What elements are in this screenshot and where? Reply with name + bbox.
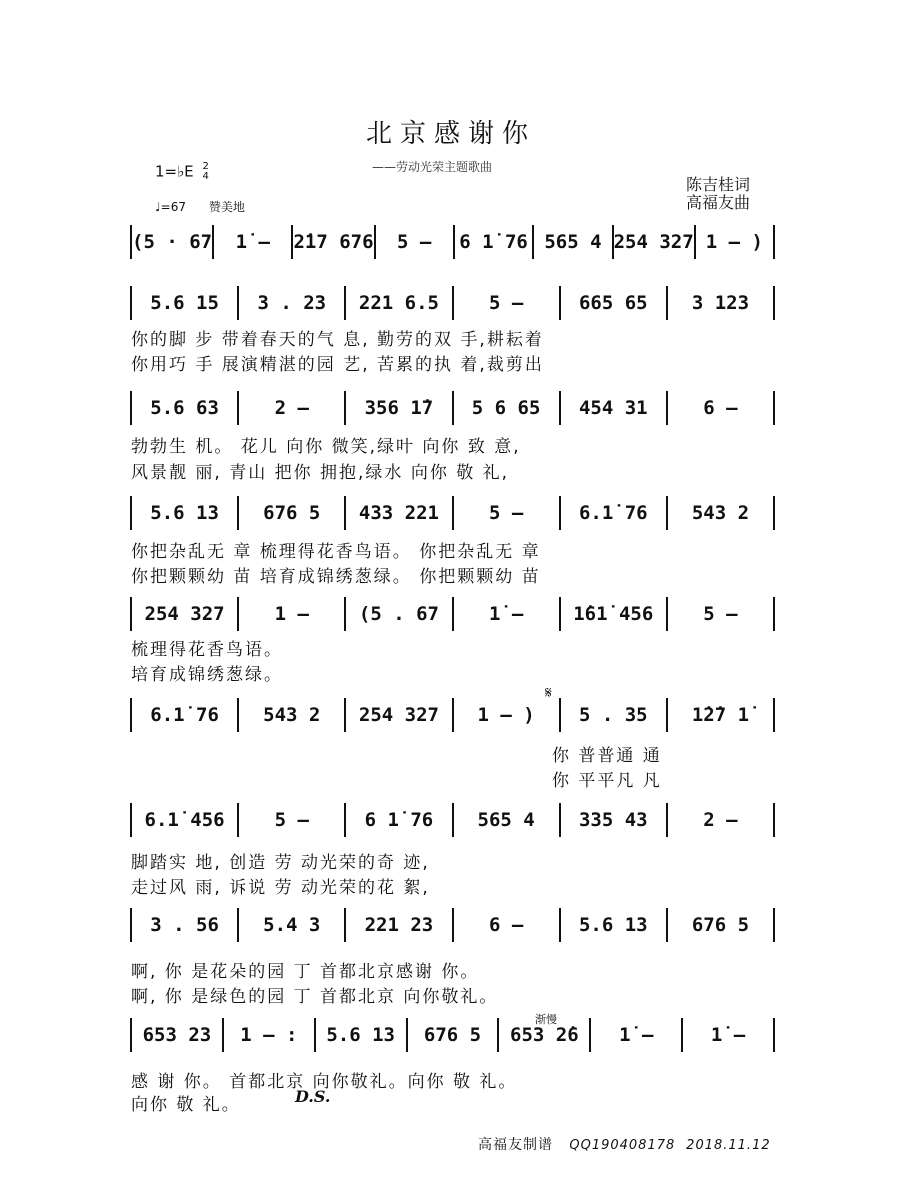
notation-system — [130, 493, 775, 533]
measure: 6.1̇ 456 — [144, 809, 225, 831]
footer-credit — [478, 1134, 771, 1154]
measure: 5.6 13 — [578, 914, 648, 936]
measure: 5.4 3 — [263, 914, 321, 936]
lyricist-credit: 陈吉桂词 — [685, 175, 750, 194]
lyric-line: 走过风 雨, 诉说 劳 动光荣的花 絮, — [131, 878, 430, 898]
lyric-line: 脚踏实 地, 创造 劳 动光荣的奇 迹, — [131, 853, 430, 873]
barline — [773, 803, 775, 837]
song-subtitle: ——劳动光荣主题歌曲 — [372, 160, 493, 174]
measure: 5 . 35 — [578, 704, 648, 726]
measure: 5.6 15 — [150, 292, 219, 314]
measure: 1̇2̇7 1̇ — [691, 704, 750, 726]
tempo-marking — [155, 198, 245, 215]
measure: 665 65 — [578, 292, 648, 314]
barline — [773, 597, 775, 631]
measure: 335 43 — [578, 809, 648, 831]
measure: 5 – — [488, 502, 524, 524]
key-signature — [155, 162, 209, 182]
measure: 6 1̇ 76 — [459, 231, 528, 253]
measure: 5 6 65 — [471, 397, 541, 419]
lyric-line: 你的脚 步 带着春天的气 息, 勤劳的双 手,耕耘着 — [131, 330, 544, 350]
measure: 1̇ – — [619, 1024, 654, 1046]
measure: 653 23 — [142, 1024, 212, 1046]
composer-credit: 高福友曲 — [685, 193, 750, 212]
measure: 676 5 — [263, 502, 321, 524]
measure: 221 6.5 — [358, 292, 439, 314]
lyric-line: 你用巧 手 展演精湛的园 艺, 苦累的执 着,裁剪出 — [131, 355, 544, 375]
lyric-line: 风景靓 丽, 青山 把你 拥抱,绿水 向你 敬 礼, — [131, 463, 510, 483]
qq-id: QQ190408178 — [569, 1138, 676, 1153]
notation-system — [130, 905, 775, 945]
measure: 5 – — [488, 292, 524, 314]
lyric-line: 你把颗颗幼 苗 培育成锦绣葱绿。 你把颗颗幼 苗 — [131, 567, 541, 587]
measure: 6.1̇ 76 — [578, 502, 648, 524]
measure: 3 . 56 — [150, 914, 219, 936]
lyric-line: 感 谢 你。 首都北京 向你敬礼。向你 敬 礼。 — [131, 1072, 518, 1092]
lyric-line: 啊, 你 是绿色的园 丁 首都北京 向你敬礼。 — [131, 987, 499, 1007]
measure: 565 4 — [544, 231, 602, 253]
measure: 1 – ) — [705, 231, 763, 253]
lyric-line: 梳理得花香鸟语。 — [131, 640, 283, 660]
measure: 433 221 — [358, 502, 439, 524]
measure: 676 5 — [423, 1024, 482, 1046]
lyric-line: 勃勃生 机。 花儿 向你 微笑,绿叶 向你 致 意, — [131, 437, 521, 457]
measure: 543 2 — [691, 502, 750, 524]
measure: 221 23 — [364, 914, 434, 936]
notation-system — [130, 283, 775, 323]
barline — [773, 496, 775, 530]
notation-system — [130, 388, 775, 428]
segno-mark: 𝄋 — [545, 683, 552, 702]
time-signature: 2 4 — [202, 161, 209, 182]
measure: 5.6 13 — [150, 502, 219, 524]
barline — [773, 908, 775, 942]
measure: 1 – — [274, 603, 309, 625]
measure: 254 327 — [358, 704, 439, 726]
tempo-bpm: ♩=67 — [155, 200, 186, 214]
lyric-line: 你把杂乱无 章 梳理得花香鸟语。 你把杂乱无 章 — [131, 542, 541, 562]
tempo-style: 赞美地 — [208, 200, 245, 214]
notation-system — [130, 800, 775, 840]
measure: 1̇ – — [710, 1024, 746, 1046]
arranger: 高福友制谱 — [478, 1137, 553, 1153]
measure: 6.1̇ 76 — [150, 704, 219, 726]
ds-mark: D.S. — [295, 1087, 331, 1106]
measure: 543 2 — [263, 704, 321, 726]
measure: 5 – — [703, 603, 738, 625]
barline — [773, 698, 775, 732]
lyric-line: 向你 敬 礼。 — [131, 1095, 241, 1115]
measure: 1 – : — [240, 1024, 298, 1046]
measure: 1̇ – — [488, 603, 524, 625]
measure: 1 – ) — [477, 704, 535, 726]
lyric-line: 你 平平凡 凡 — [552, 771, 662, 791]
measure: 2̇17 676 — [293, 231, 374, 253]
measure: 5.6 13 — [326, 1024, 395, 1046]
measure: (5 · 67 — [132, 231, 213, 253]
measure: 254 327 — [144, 603, 225, 625]
measure: 1̇61̇ 456 — [573, 603, 654, 625]
lyric-line: 培育成锦绣葱绿。 — [131, 665, 283, 685]
notation-system — [130, 222, 775, 262]
measure: 254 327 — [613, 231, 694, 253]
measure: 565 4 — [477, 809, 535, 831]
measure: 454 31 — [578, 397, 648, 419]
measure: 653 2̇6 — [510, 1024, 579, 1046]
measure: 6 – — [703, 397, 738, 419]
measure: 6 – — [488, 914, 524, 936]
lyric-line: 啊, 你 是花朵的园 丁 首都北京感谢 你。 — [131, 962, 480, 982]
lyric-line: 你 普普通 通 — [552, 746, 662, 766]
measure: 5 – — [397, 231, 432, 253]
measure: 1̇ – — [235, 231, 270, 253]
measure: 2 – — [703, 809, 738, 831]
ritardando-mark: 渐慢 — [535, 1013, 557, 1026]
barline — [773, 1018, 775, 1052]
measure: 5.6 63 — [150, 397, 219, 419]
measure: 3 123 — [691, 292, 750, 314]
measure: (5 . 67 — [358, 603, 439, 625]
notation-system — [130, 1015, 775, 1055]
measure: 6 1̇ 76 — [364, 809, 434, 831]
key-label: 1=♭E — [155, 162, 194, 181]
song-title: 北京感谢你 — [365, 119, 536, 149]
date: 2018.11.12 — [686, 1138, 771, 1153]
measure: 5 – — [274, 809, 309, 831]
measure: 676 5 — [691, 914, 750, 936]
measure: 356 1̇7 — [364, 397, 434, 419]
barline — [773, 391, 775, 425]
measure: 3 . 23 — [257, 292, 327, 314]
measure: 2 – — [274, 397, 309, 419]
notation-system — [130, 594, 775, 634]
barline — [773, 225, 775, 259]
notation-system — [130, 695, 775, 735]
barline — [773, 286, 775, 320]
